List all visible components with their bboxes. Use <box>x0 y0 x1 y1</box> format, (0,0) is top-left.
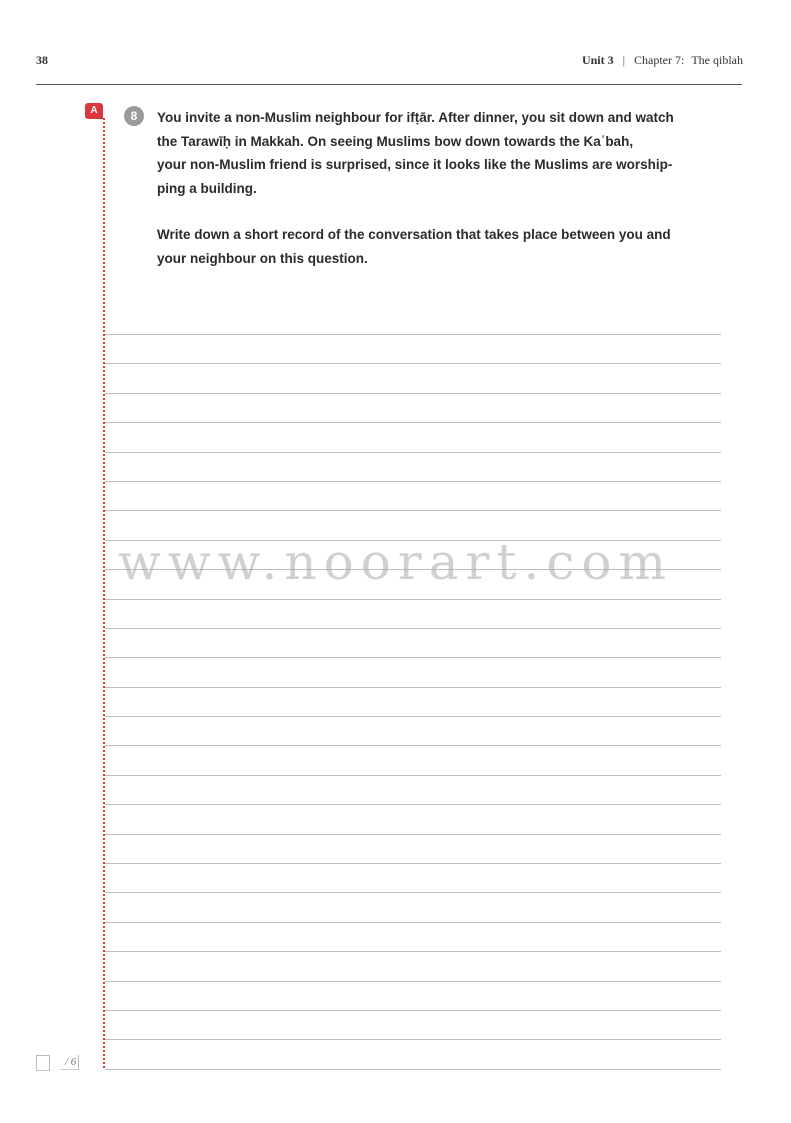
chapter-label: Chapter 7: <box>634 53 685 67</box>
answer-line[interactable] <box>105 1069 721 1070</box>
question-line: the Tarawīḥ in Makkah. On seeing Muslims bow down towards the Kaʿbah, <box>157 133 634 149</box>
score-box[interactable] <box>36 1055 50 1071</box>
answer-line[interactable] <box>105 775 721 776</box>
instruction-paragraph <box>157 223 717 270</box>
question-line: ping a building. <box>157 180 257 196</box>
running-header <box>582 53 743 68</box>
answer-line[interactable] <box>105 716 721 717</box>
answer-line[interactable] <box>105 452 721 453</box>
answer-line[interactable] <box>105 363 721 364</box>
answer-line[interactable] <box>105 745 721 746</box>
question-paragraph <box>157 106 717 200</box>
answer-line[interactable] <box>105 863 721 864</box>
answer-line[interactable] <box>105 981 721 982</box>
score-total: / 6 <box>60 1055 79 1070</box>
answer-line[interactable] <box>105 334 721 335</box>
answer-line[interactable] <box>105 951 721 952</box>
answer-line[interactable] <box>105 804 721 805</box>
watermark: www.noorart.com <box>118 533 673 591</box>
question-number: 8 <box>124 106 144 126</box>
answer-line[interactable] <box>105 657 721 658</box>
answer-line[interactable] <box>105 687 721 688</box>
header-separator: | <box>622 53 626 67</box>
answer-line[interactable] <box>105 1039 721 1040</box>
chapter-title: The qiblah <box>691 53 743 67</box>
question-line: You invite a non-Muslim neighbour for ifṭār. After dinner, you sit down and watch <box>157 110 674 125</box>
answer-line[interactable] <box>105 422 721 423</box>
answer-line[interactable] <box>105 1010 721 1011</box>
unit-label: Unit 3 <box>581 53 614 67</box>
answer-line[interactable] <box>105 481 721 482</box>
answer-line[interactable] <box>105 628 721 629</box>
level-badge: A <box>85 103 103 119</box>
header-rule <box>36 84 742 85</box>
question-line: your non-Muslim friend is surprised, since it looks like the Muslims are worship- <box>157 157 673 172</box>
instruction-line: Write down a short record of the conversation that takes place between you and <box>157 227 671 242</box>
page-number: 38 <box>36 53 48 67</box>
answer-line[interactable] <box>105 922 721 923</box>
answer-line[interactable] <box>105 393 721 394</box>
question-text <box>157 106 717 270</box>
instruction-line: your neighbour on this question. <box>157 250 368 266</box>
answer-lines[interactable] <box>105 334 721 1098</box>
answer-line[interactable] <box>105 599 721 600</box>
answer-line[interactable] <box>105 892 721 893</box>
answer-line[interactable] <box>105 834 721 835</box>
answer-line[interactable] <box>105 510 721 511</box>
